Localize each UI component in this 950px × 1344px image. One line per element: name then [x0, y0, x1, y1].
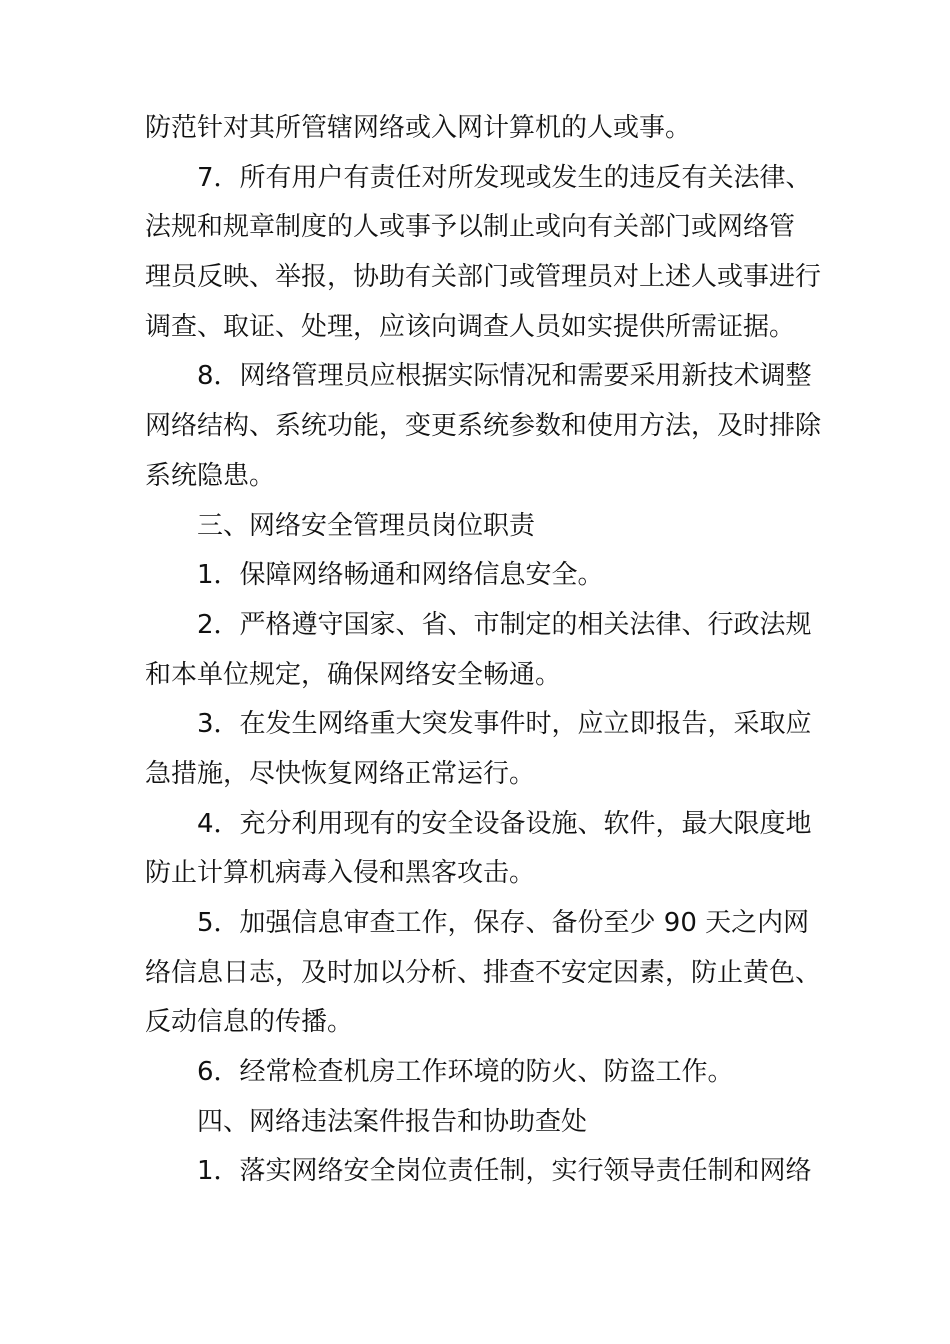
text-line: 和本单位规定，确保网络安全畅通。 [145, 659, 562, 690]
text-line: 络信息日志，及时加以分析、排查不安定因素，防止黄色、 [145, 957, 822, 988]
text-line: 网络结构、系统功能，变更系统参数和使用方法，及时排除 [145, 411, 822, 442]
section-heading: 四、网络违法案件报告和协助查处 [197, 1106, 588, 1137]
text-line: 1．落实网络安全岗位责任制，实行领导责任制和网络 [197, 1156, 812, 1187]
text-line: 8．网络管理员应根据实际情况和需要采用新技术调整 [197, 361, 812, 392]
text-line: 急措施，尽快恢复网络正常运行。 [145, 758, 536, 789]
text-line: 1．保障网络畅通和网络信息安全。 [197, 560, 604, 591]
document-body [145, 104, 845, 1197]
text-line: 5．加强信息审查工作，保存、备份至少 90 天之内网 [197, 908, 810, 938]
text-line: 防止计算机病毒入侵和黑客攻击。 [145, 858, 536, 889]
text-line: 2．严格遵守国家、省、市制定的相关法律、行政法规 [197, 609, 812, 640]
text-line: 6．经常检查机房工作环境的防火、防盗工作。 [197, 1057, 734, 1088]
text-line: 3．在发生网络重大突发事件时，应立即报告，采取应 [197, 709, 812, 740]
text-line: 防范针对其所管辖网络或入网计算机的人或事。 [145, 113, 692, 143]
text-line: 法规和规章制度的人或事予以制止或向有关部门或网络管 [145, 212, 796, 243]
text-line: 7．所有用户有责任对所发现或发生的违反有关法律、 [197, 162, 812, 193]
text-line: 反动信息的传播。 [145, 1007, 354, 1038]
section-heading: 三、网络安全管理员岗位职责 [197, 510, 536, 541]
text-line: 系统隐患。 [145, 460, 276, 491]
text-line: 理员反映、举报，协助有关部门或管理员对上述人或事进行 [145, 262, 822, 293]
text-line: 调查、取证、处理，应该向调查人员如实提供所需证据。 [145, 311, 796, 342]
text-line: 4．充分利用现有的安全设备设施、软件，最大限度地 [197, 808, 812, 839]
